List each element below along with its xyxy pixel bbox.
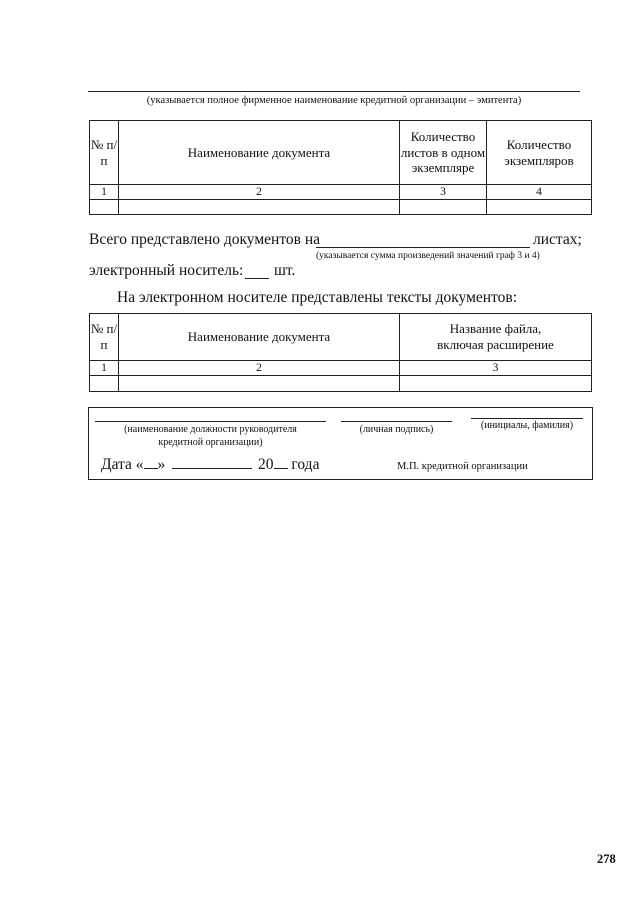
table-cell <box>90 376 119 392</box>
col-number-header: № п/п <box>90 121 119 185</box>
col-index: 4 <box>487 185 592 200</box>
position-line <box>95 421 326 422</box>
total-sheets-line <box>316 247 530 248</box>
col-index: 3 <box>400 361 592 376</box>
table-numbering-row <box>90 185 592 200</box>
year-blank <box>274 456 288 469</box>
position-caption-line-2: кредитной организации) <box>158 436 263 448</box>
signature-block <box>88 407 593 480</box>
page-number: 278 <box>597 852 616 866</box>
year-prefix: 20 <box>258 456 274 473</box>
media-count-line <box>245 278 269 279</box>
table-cell <box>400 376 592 392</box>
table-header-row <box>90 314 592 361</box>
stamp-label: М.П. кредитной организации <box>397 461 528 472</box>
col-name-header: Наименование документа <box>119 121 400 185</box>
signature-caption: (личная подпись) <box>359 424 434 435</box>
table-row <box>90 376 592 392</box>
position-caption <box>95 424 326 449</box>
total-documents-label: Всего представлено документов на <box>89 231 321 248</box>
table-row <box>90 200 592 215</box>
organization-caption: (указывается полное фирменное наименование кредитной организации – эмитента) <box>146 95 522 106</box>
files-table <box>89 313 592 392</box>
media-label: электронный носитель: <box>89 262 244 279</box>
col-filename-header: Название файла, включая расширение <box>400 314 592 361</box>
col-index: 3 <box>400 185 487 200</box>
col-number-header: № п/п <box>90 314 119 361</box>
table-cell <box>119 376 400 392</box>
table-numbering-row <box>90 361 592 376</box>
sum-note: (указывается сумма произведений значений граф 3 и 4) <box>316 251 540 261</box>
date-prefix: Дата « <box>101 456 144 473</box>
total-sheets-suffix: листах; <box>533 231 582 248</box>
name-line <box>471 418 583 419</box>
col-sheets-header: Количество листов в одном экземпляре <box>400 121 487 185</box>
date-quote-close: » <box>157 456 166 473</box>
table-cell <box>119 200 400 215</box>
documents-table <box>89 120 592 215</box>
col-name-header: Наименование документа <box>119 314 400 361</box>
name-caption: (инициалы, фамилия) <box>480 420 574 431</box>
col-index: 1 <box>90 185 119 200</box>
position-caption-line-1: (наименование должности руководителя <box>124 424 297 435</box>
media-suffix: шт. <box>274 262 296 279</box>
col-index: 1 <box>90 361 119 376</box>
month-blank <box>172 456 252 469</box>
table-cell <box>487 200 592 215</box>
date-suffix: года <box>291 456 320 473</box>
texts-title: На электронном носителе представлены тексты документов: <box>117 289 518 306</box>
signature-line <box>341 421 452 422</box>
col-index: 2 <box>119 361 400 376</box>
table-cell <box>400 200 487 215</box>
col-copies-header: Количество экземпляров <box>487 121 592 185</box>
organization-name-line <box>88 91 580 92</box>
table-cell <box>90 200 119 215</box>
date-field <box>101 456 319 474</box>
day-blank <box>144 456 158 469</box>
col-index: 2 <box>119 185 400 200</box>
table-header-row <box>90 121 592 185</box>
